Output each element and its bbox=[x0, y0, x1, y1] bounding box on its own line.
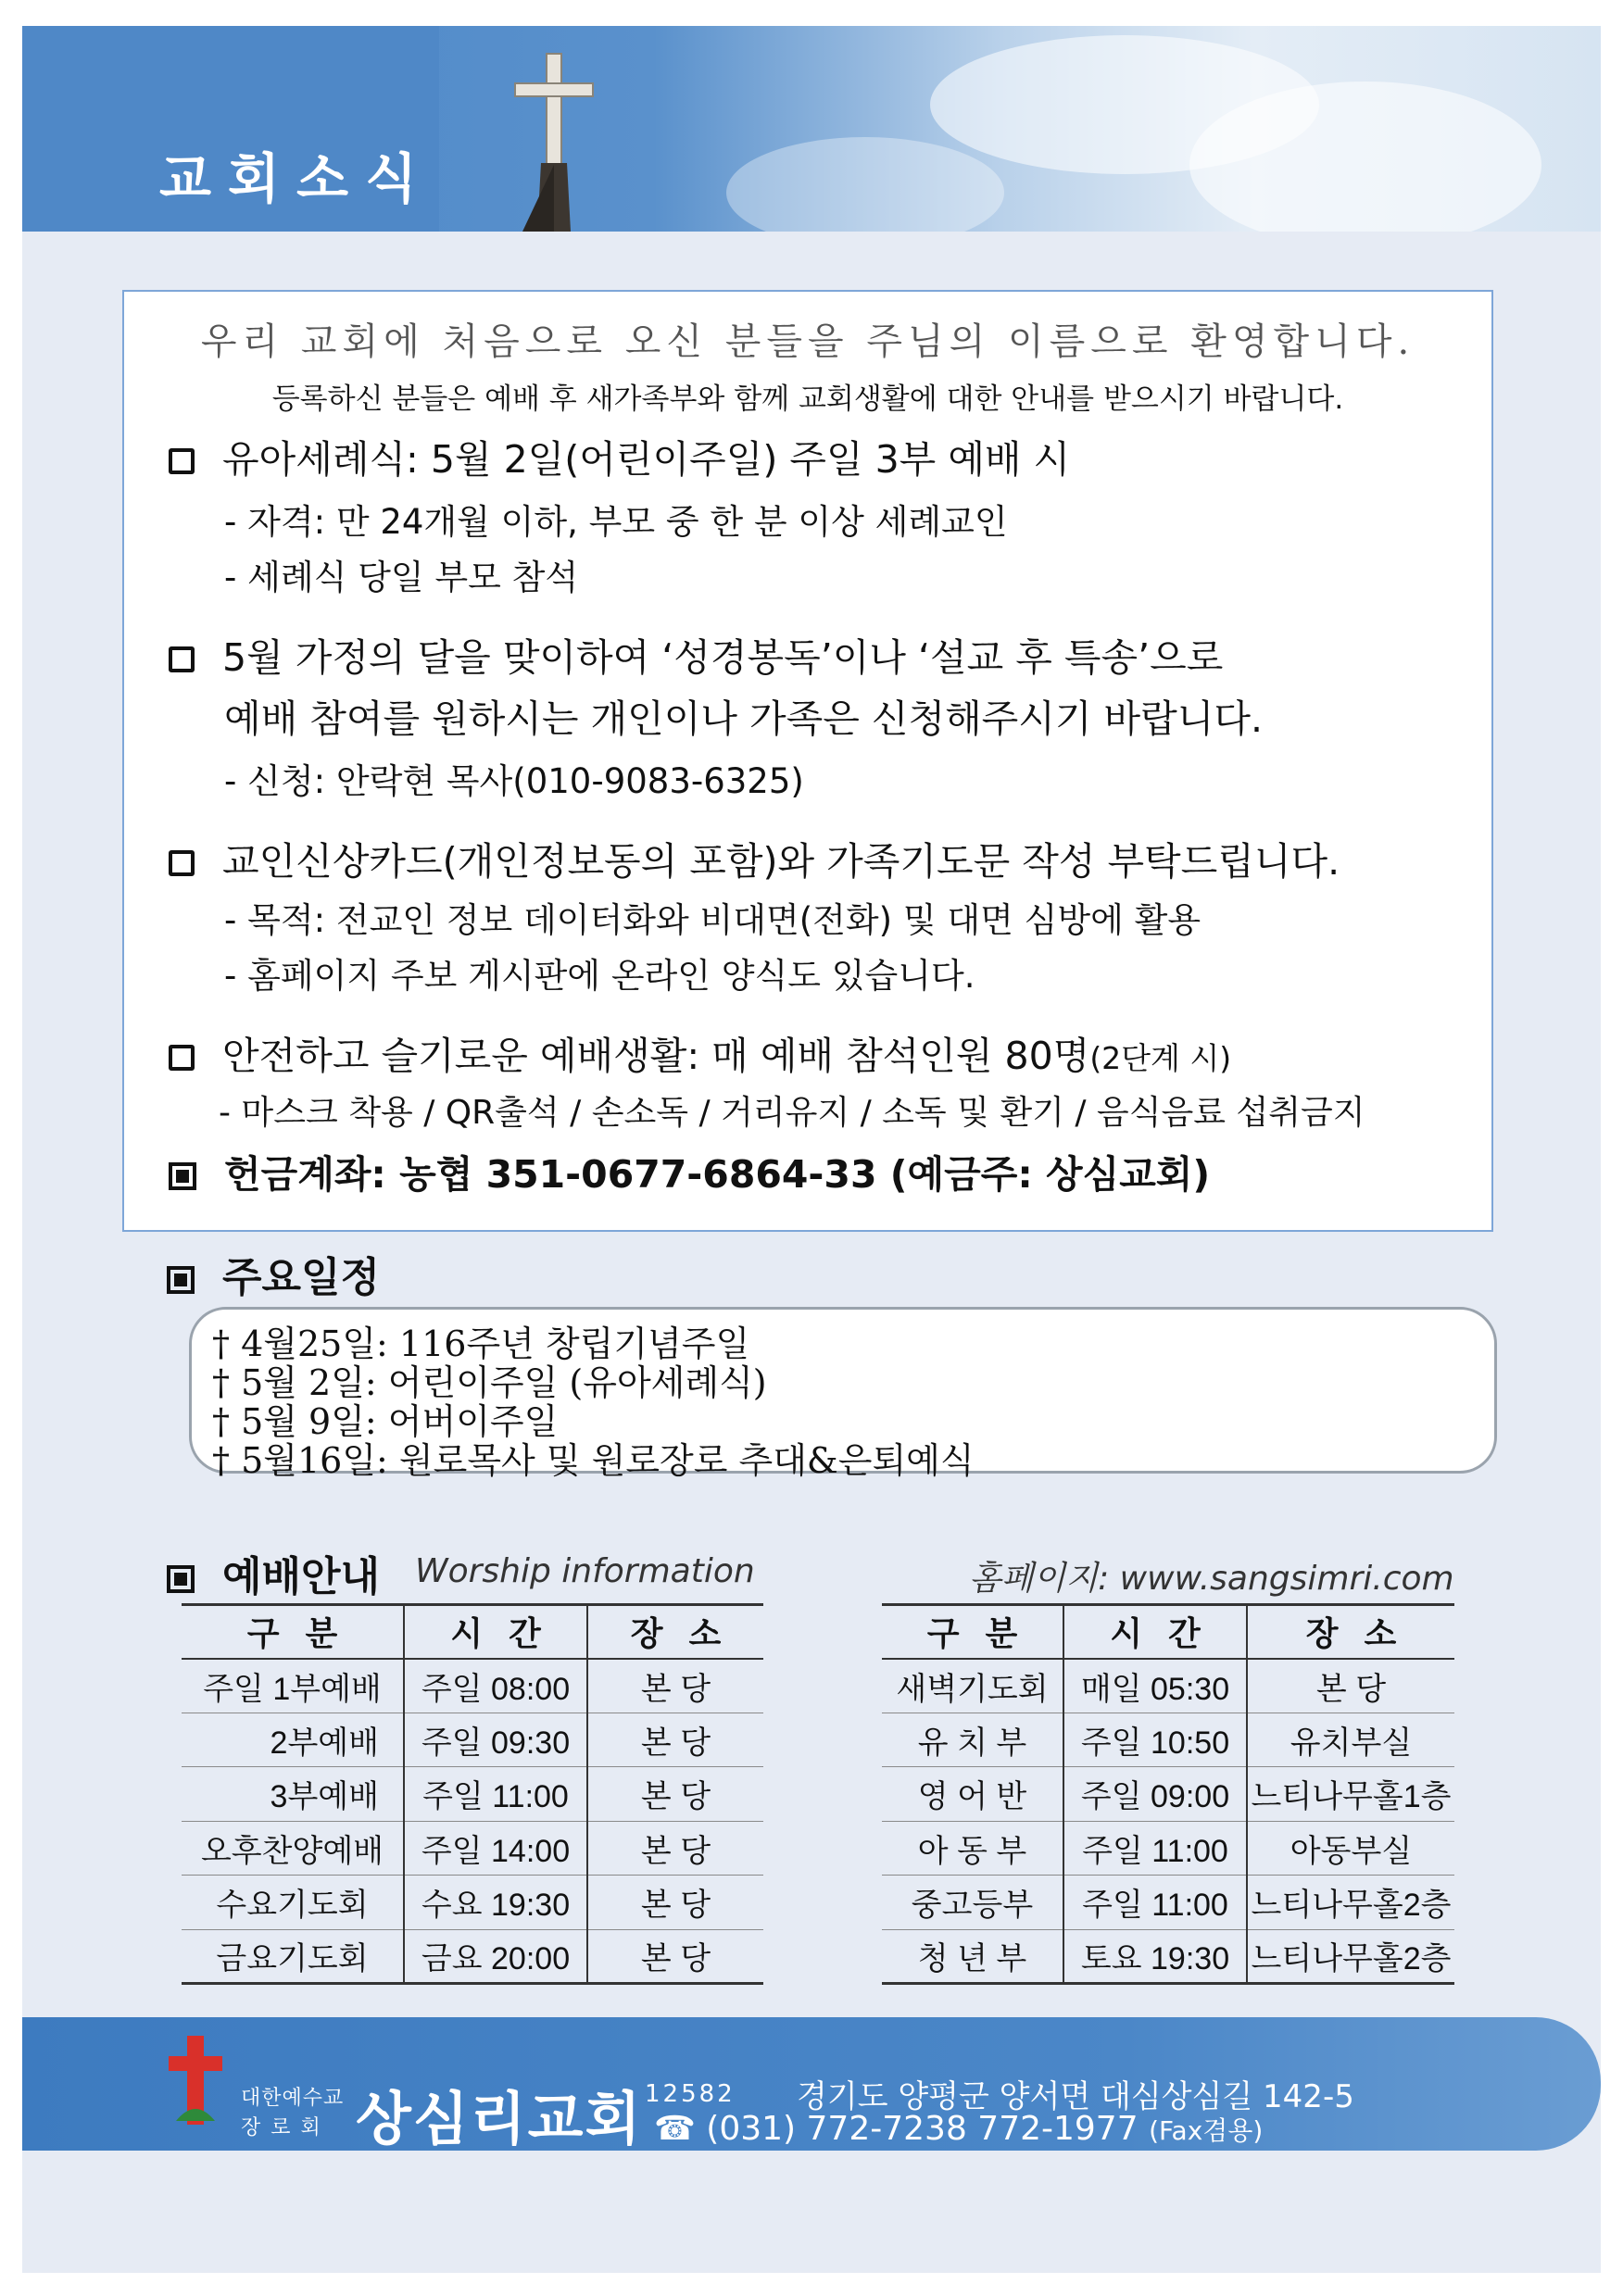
checkbox-bullet-icon bbox=[169, 646, 195, 672]
church-phone: ☎ (031) 772-7238 772-1977 (Fax겸용) bbox=[654, 2110, 1264, 2148]
notice-item bbox=[169, 1025, 1231, 1080]
notice-title-note: (2단계 시) bbox=[1089, 1040, 1232, 1076]
table-row bbox=[882, 1821, 1454, 1876]
church-cross-logo-icon bbox=[165, 2032, 226, 2128]
table-cell: 본 당 bbox=[587, 1767, 763, 1822]
schedule-heading: 주요일정 bbox=[167, 1244, 380, 1303]
table-cell: 2부예배 bbox=[182, 1713, 404, 1767]
notice-detail: - 홈페이지 주보 게시판에 온라인 양식도 있습니다. bbox=[224, 956, 975, 996]
table-cell: 느티나무홀2층 bbox=[1247, 1876, 1454, 1930]
worship-heading: 예배안내 bbox=[167, 1543, 380, 1602]
table-cell: 본 당 bbox=[587, 1821, 763, 1876]
header-banner bbox=[22, 26, 1601, 232]
square-bullet-icon bbox=[167, 1266, 195, 1294]
table-cell: 아동부실 bbox=[1247, 1821, 1454, 1876]
table-row bbox=[182, 1929, 763, 1984]
table-row bbox=[182, 1821, 763, 1876]
table-row bbox=[182, 1767, 763, 1822]
square-bullet-icon bbox=[167, 1565, 195, 1593]
table-cell: 유치부실 bbox=[1247, 1713, 1454, 1767]
table-cell: 영 어 반 bbox=[882, 1767, 1063, 1822]
table-cell: 주일 14:00 bbox=[404, 1821, 587, 1876]
table-cell: 주일 09:30 bbox=[404, 1713, 587, 1767]
cloud bbox=[726, 137, 1004, 232]
notice-title: 유아세례식: 5월 2일(어린이주일) 주일 3부 예배 시 bbox=[222, 437, 1071, 482]
table-cell: 주일 11:00 bbox=[1063, 1876, 1247, 1930]
table-header: 장소 bbox=[1247, 1605, 1454, 1659]
church-name: 상심리교회 bbox=[356, 2085, 643, 2152]
worship-subtitle: Worship information bbox=[415, 1552, 755, 1590]
table-cell: 아 동 부 bbox=[882, 1821, 1063, 1876]
worship-schedule-table-right bbox=[882, 1603, 1454, 1985]
table-cell: 금요 20:00 bbox=[404, 1929, 587, 1984]
square-bullet-icon bbox=[169, 1162, 196, 1190]
cloud bbox=[1189, 82, 1541, 232]
cross-steeple-icon bbox=[467, 26, 652, 232]
table-cell: 본 당 bbox=[587, 1876, 763, 1930]
table-header: 구분 bbox=[882, 1605, 1063, 1659]
table-cell: 수요 19:30 bbox=[404, 1876, 587, 1930]
denomination-label: 장로회 bbox=[241, 2116, 331, 2139]
checkbox-bullet-icon bbox=[169, 448, 195, 474]
table-cell: 주일 10:50 bbox=[1063, 1713, 1247, 1767]
table-cell: 중고등부 bbox=[882, 1876, 1063, 1930]
denomination-label: 대한예수교 bbox=[241, 2087, 345, 2110]
table-cell: 오후찬양예배 bbox=[182, 1821, 404, 1876]
notice-detail: - 목적: 전교인 정보 데이터화와 비대면(전화) 및 대면 심방에 활용 bbox=[224, 900, 1202, 940]
table-cell: 본 당 bbox=[587, 1713, 763, 1767]
table-cell: 본 당 bbox=[587, 1929, 763, 1984]
table-row bbox=[882, 1659, 1454, 1713]
church-address: 경기도 양평군 양서면 대심상심길 142-5 bbox=[797, 2078, 1354, 2115]
table-header: 시간 bbox=[404, 1605, 587, 1659]
table-cell: 금요기도회 bbox=[182, 1929, 404, 1984]
fax-note: (Fax겸용) bbox=[1149, 2115, 1264, 2146]
table-row bbox=[882, 1713, 1454, 1767]
notice-title: 5월 가정의 달을 맞이하여 ‘성경봉독’이나 ‘설교 후 특송’으로 bbox=[222, 635, 1224, 680]
table-cell: 주일 11:00 bbox=[404, 1767, 587, 1822]
schedule-item: † 4월25일: 116주년 창립기념주일 bbox=[212, 1324, 750, 1364]
table-row bbox=[182, 1659, 763, 1713]
table-header: 시간 bbox=[1063, 1605, 1247, 1659]
table-cell: 느티나무홀2층 bbox=[1247, 1929, 1454, 1984]
notice-item bbox=[169, 627, 1223, 682]
table-cell: 청 년 부 bbox=[882, 1929, 1063, 1984]
zip-code: 12582 bbox=[645, 2080, 736, 2108]
table-row bbox=[882, 1767, 1454, 1822]
table-cell: 본 당 bbox=[587, 1659, 763, 1713]
table-cell: 느티나무홀1층 bbox=[1247, 1767, 1454, 1822]
table-cell: 본 당 bbox=[1247, 1659, 1454, 1713]
table-cell: 주일 08:00 bbox=[404, 1659, 587, 1713]
notice-detail: - 자격: 만 24개월 이하, 부모 중 한 분 이상 세례교인 bbox=[224, 502, 1008, 542]
table-cell: 토요 19:30 bbox=[1063, 1929, 1247, 1984]
notice-detail: - 신청: 안락현 목사(010-9083-6325) bbox=[224, 761, 804, 801]
table-row bbox=[182, 1713, 763, 1767]
checkbox-bullet-icon bbox=[169, 850, 195, 876]
bulletin-page bbox=[22, 26, 1601, 2273]
worship-schedule-table-left bbox=[182, 1603, 763, 1985]
notice-item bbox=[169, 831, 1340, 885]
table-cell: 주일 09:00 bbox=[1063, 1767, 1247, 1822]
table-cell: 매일 05:30 bbox=[1063, 1659, 1247, 1713]
checkbox-bullet-icon bbox=[169, 1045, 195, 1071]
registration-guide: 등록하신 분들은 예배 후 새가족부와 함께 교회생활에 대한 안내를 받으시기 바랍니다. bbox=[271, 383, 1344, 416]
table-header: 구분 bbox=[182, 1605, 404, 1659]
notice-title: 안전하고 슬기로운 예배생활: 매 예배 참석인원 80명 bbox=[222, 1034, 1090, 1078]
table-cell: 새벽기도회 bbox=[896, 1671, 1049, 1707]
account-text: 헌금계좌: 농협 351-0677-6864-33 (예금주: 상심교회) bbox=[224, 1152, 1211, 1197]
schedule-box bbox=[189, 1307, 1497, 1481]
notice-title-continued: 예배 참여를 원하시는 개인이나 가족은 신청해주시기 바랍니다. bbox=[224, 696, 1263, 741]
notice-title: 교인신상카드(개인정보동의 포함)와 가족기도문 작성 부탁드립니다. bbox=[222, 839, 1340, 884]
schedule-item: † 5월16일: 원로목사 및 원로장로 추대&은퇴예식 bbox=[212, 1440, 975, 1481]
welcome-message: 우리 교회에 처음으로 오신 분들을 주님의 이름으로 환영합니다. bbox=[200, 320, 1415, 363]
table-row bbox=[182, 1876, 763, 1930]
table-cell: 주일 11:00 bbox=[1063, 1821, 1247, 1876]
table-cell: 주일 1부예배 bbox=[203, 1671, 382, 1707]
table-header: 장소 bbox=[587, 1605, 763, 1659]
table-row bbox=[882, 1876, 1454, 1930]
homepage-link[interactable]: 홈페이지: www.sangsimri.com bbox=[969, 1560, 1454, 1598]
schedule-item: † 5월 2일: 어린이주일 (유아세례식) bbox=[212, 1362, 767, 1403]
notice-item bbox=[169, 429, 1070, 483]
table-row bbox=[882, 1929, 1454, 1984]
notice-detail: - 세례식 당일 부모 참석 bbox=[224, 558, 579, 597]
table-cell: 유 치 부 bbox=[882, 1713, 1063, 1767]
page-title: 교회소식 bbox=[159, 147, 434, 210]
table-cell: 3부예배 bbox=[182, 1767, 404, 1822]
welcome-notice-box bbox=[122, 290, 1493, 1232]
offering-account bbox=[169, 1144, 1210, 1198]
notice-detail: - 마스크 착용 / QR출석 / 손소독 / 거리유지 / 소독 및 환기 / 음식음료 섭취금지 bbox=[219, 1094, 1365, 1132]
table-cell: 수요기도회 bbox=[182, 1876, 404, 1930]
schedule-item: † 5월 9일: 어버이주일 bbox=[212, 1401, 559, 1442]
